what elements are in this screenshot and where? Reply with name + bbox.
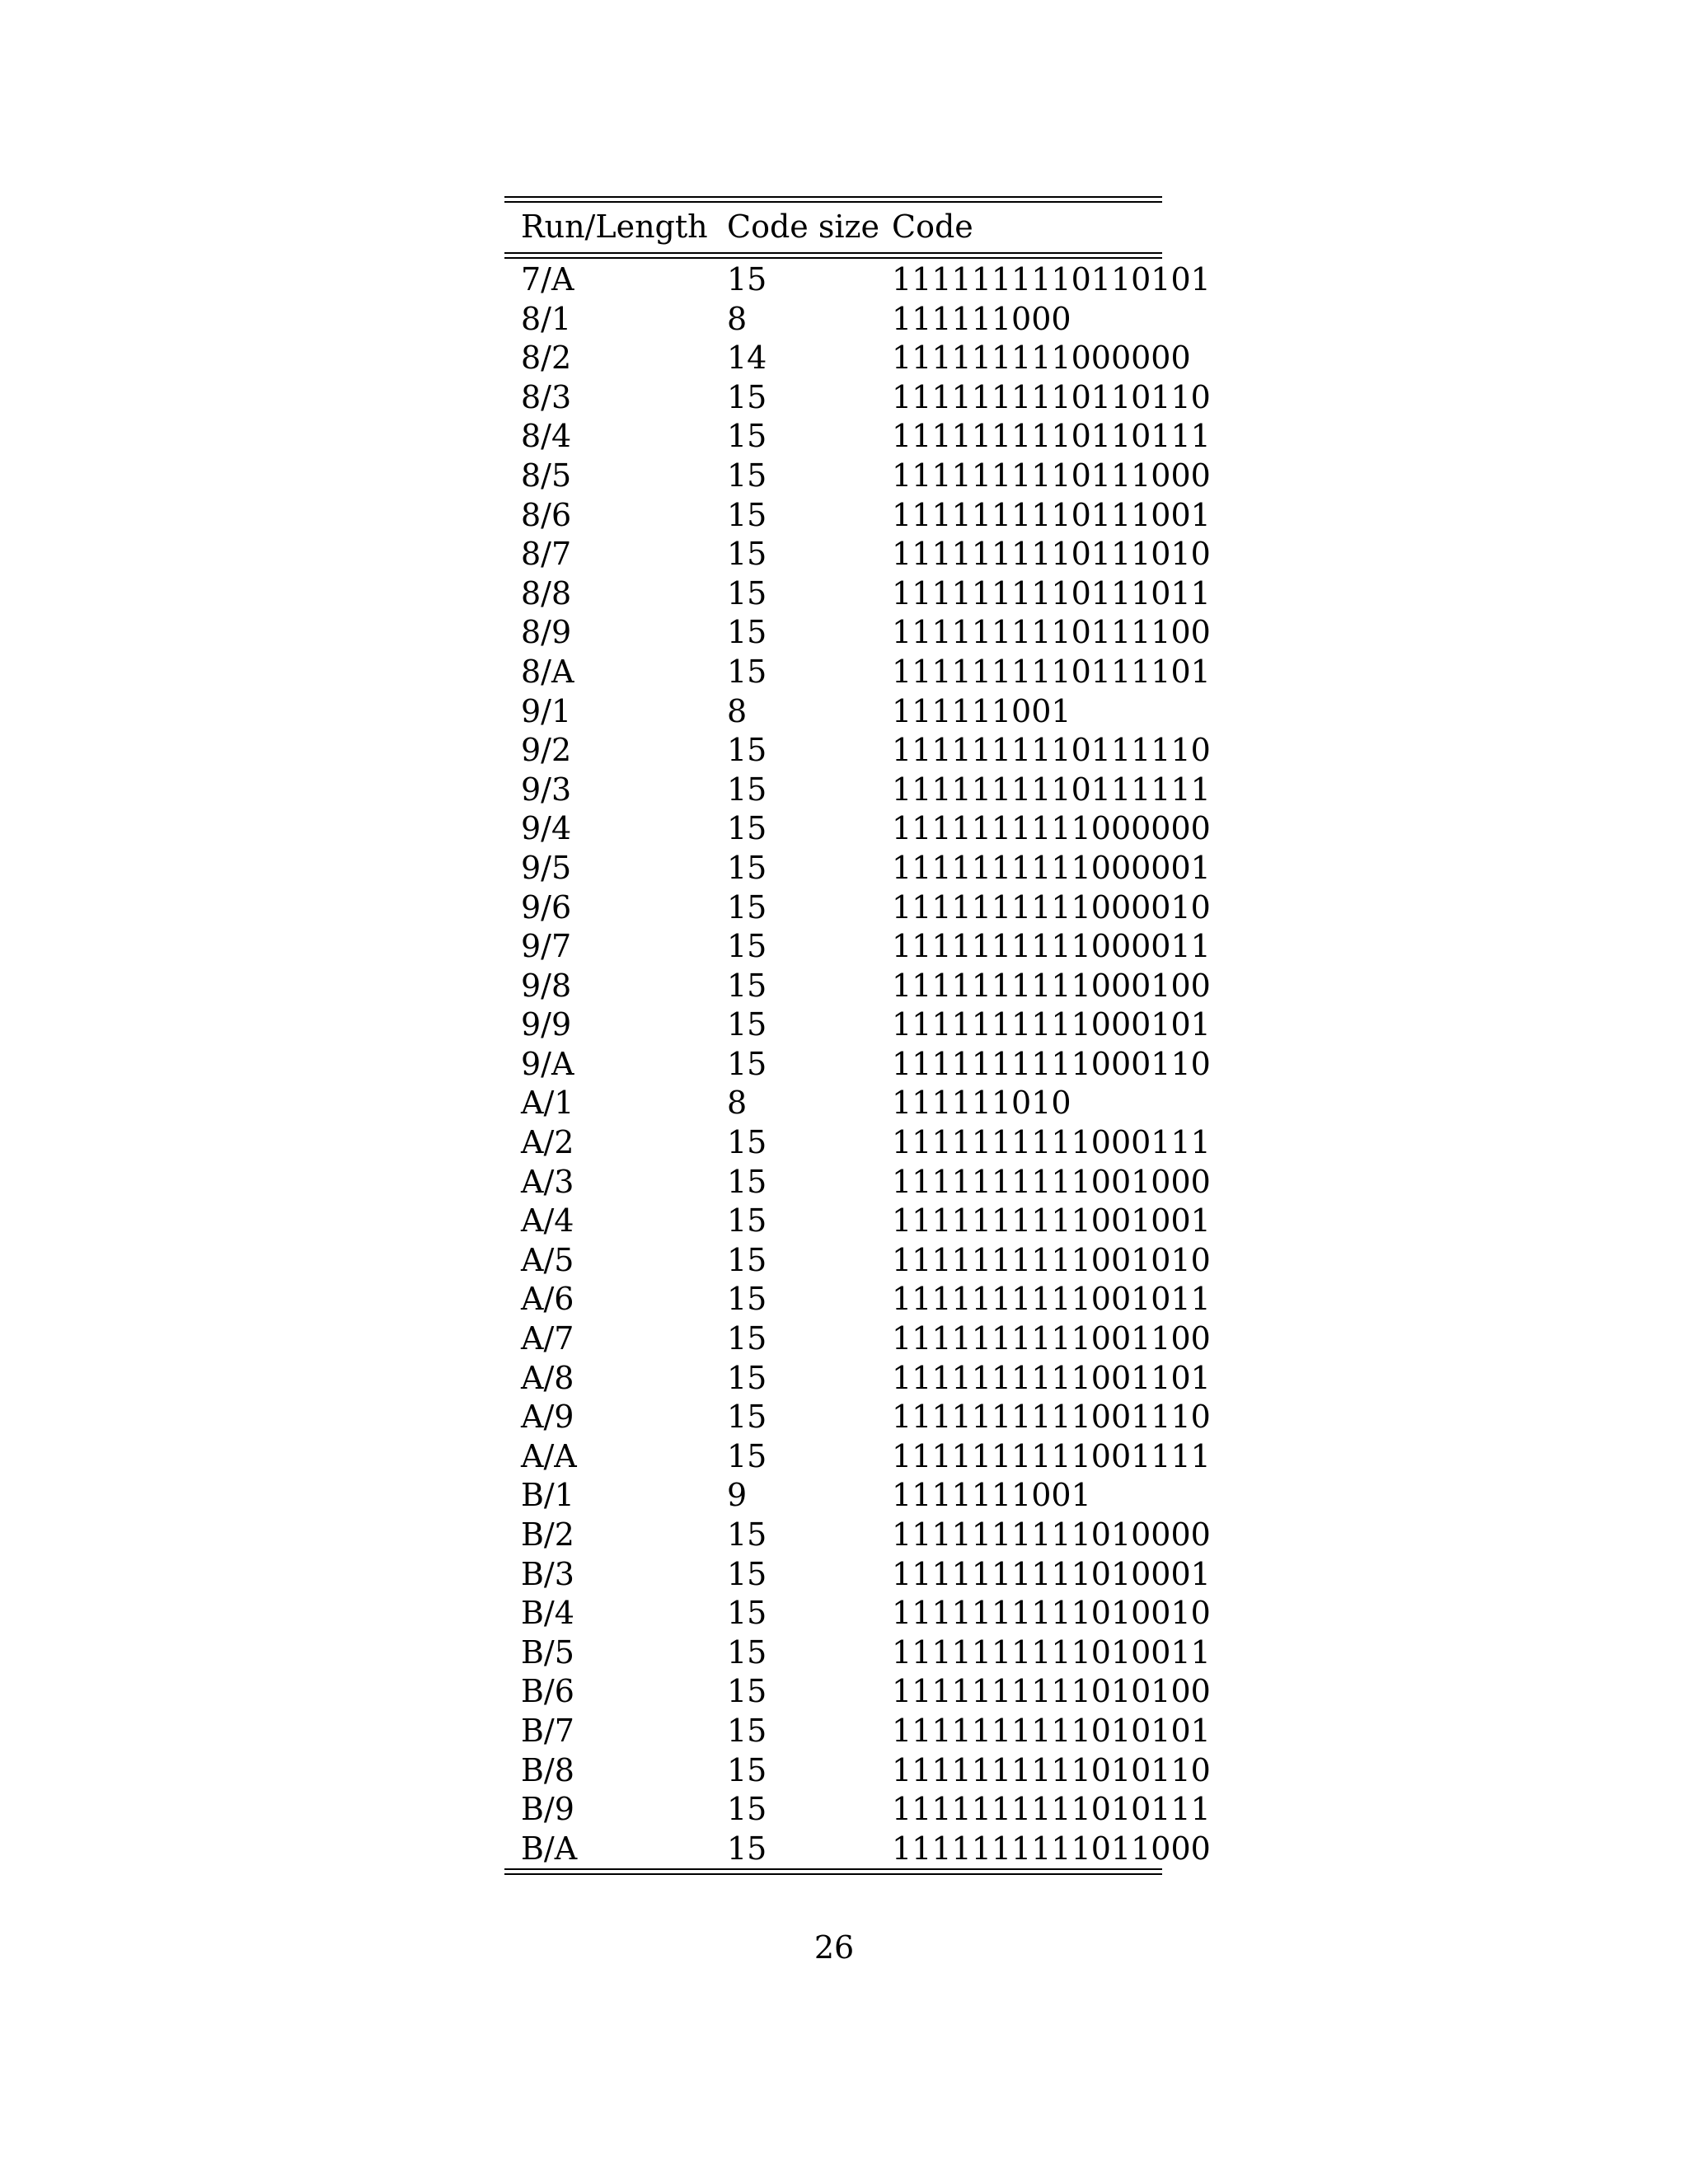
table-row [504,1163,1162,1202]
cell-code: 1111111111001010 [892,1241,1211,1278]
cell-run-length: 9/2 [521,732,572,769]
cell-code: 1111111110111111 [892,771,1211,808]
table-row [504,378,1162,418]
cell-code-size: 15 [727,771,767,808]
cell-code: 1111111111010000 [892,1516,1211,1553]
table-row [504,574,1162,614]
table-row [504,496,1162,536]
cell-run-length: B/6 [521,1673,574,1710]
cell-run-length: 9/8 [521,967,572,1004]
table-row [504,771,1162,810]
cell-code: 1111111111001011 [892,1281,1211,1318]
cell-code-size: 15 [727,418,767,455]
header-code: Code [892,209,973,245]
cell-code: 1111111111001110 [892,1399,1211,1436]
cell-run-length: A/4 [521,1202,574,1240]
cell-run-length: 9/6 [521,888,572,926]
cell-code-size: 15 [727,1751,767,1788]
cell-code: 1111111110111110 [892,732,1211,769]
table-row [504,1123,1162,1163]
table-row [504,1830,1162,1869]
table-row [504,809,1162,849]
table-row [504,1437,1162,1477]
table-row [504,1202,1162,1241]
cell-run-length: B/A [521,1830,578,1867]
table-row [504,1594,1162,1633]
table-row [504,300,1162,340]
table-row [504,1790,1162,1830]
table-row [504,1084,1162,1123]
cell-code: 1111111111010111 [892,1791,1211,1828]
table-row [504,1241,1162,1281]
cell-run-length: 9/5 [521,849,572,886]
cell-code-size: 15 [727,1163,767,1200]
cell-code: 1111111111000010 [892,888,1211,926]
cell-code-size: 8 [727,692,748,729]
cell-code-size: 8 [727,300,748,337]
cell-code-size: 15 [727,496,767,533]
table-row [504,1476,1162,1516]
table-row [504,967,1162,1006]
cell-code-size: 15 [727,378,767,415]
cell-run-length: B/7 [521,1712,574,1749]
table-row [504,1516,1162,1555]
cell-run-length: 8/1 [521,300,572,337]
cell-run-length: B/8 [521,1751,574,1788]
code-table [504,203,1211,1868]
cell-code: 111111010 [892,1085,1071,1122]
cell-code-size: 15 [727,1202,767,1240]
table-top-rule [504,196,1162,203]
cell-code-size: 15 [727,888,767,926]
cell-code: 1111111111000111 [892,1124,1211,1161]
cell-code-size: 15 [727,1399,767,1436]
cell-code-size: 15 [727,1241,767,1278]
table-row [504,1633,1162,1673]
cell-code: 1111111111000100 [892,967,1211,1004]
table-row [504,259,1162,300]
cell-run-length: B/4 [521,1595,574,1632]
cell-code: 1111111110111100 [892,614,1211,651]
table-bottom-rule [504,1868,1162,1875]
cell-run-length: A/5 [521,1241,574,1278]
header-run-length: Run/Length [521,209,708,245]
cell-code: 1111111111010100 [892,1673,1211,1710]
cell-code: 111111001 [892,692,1071,729]
table-row [504,731,1162,771]
cell-run-length: 9/3 [521,771,572,808]
cell-code: 1111111111010011 [892,1633,1211,1671]
cell-code: 1111111111000001 [892,849,1211,886]
cell-run-length: 9/A [521,1045,574,1082]
table-row [504,339,1162,378]
cell-code: 1111111110111000 [892,457,1211,494]
table-row [504,849,1162,888]
cell-code: 1111111110110101 [892,261,1211,298]
table-row [504,1712,1162,1751]
table-body [504,259,1211,1868]
table-row [504,1359,1162,1399]
cell-run-length: 9/7 [521,928,572,965]
cell-run-length: 8/6 [521,496,572,533]
cell-run-length: 9/1 [521,692,572,729]
cell-run-length: A/8 [521,1359,574,1396]
cell-run-length: B/3 [521,1555,574,1592]
page-number: 26 [814,1929,855,1966]
cell-run-length: A/2 [521,1124,574,1161]
table-row [504,457,1162,496]
table-row [504,1319,1162,1359]
cell-code: 1111111001 [892,1477,1091,1514]
cell-code-size: 15 [727,536,767,573]
cell-code-size: 15 [727,1437,767,1474]
cell-run-length: A/9 [521,1399,574,1436]
table-header-row [504,203,1162,251]
cell-code-size: 15 [727,1359,767,1396]
cell-code-size: 15 [727,1595,767,1632]
cell-run-length: B/2 [521,1516,574,1553]
cell-run-length: B/5 [521,1633,574,1671]
cell-code-size: 8 [727,1085,748,1122]
cell-run-length: 8/9 [521,614,572,651]
table-row [504,613,1162,653]
cell-code-size: 14 [727,340,767,377]
header-rule-cell [504,251,1162,259]
cell-run-length: 8/8 [521,574,572,612]
cell-code-size: 15 [727,1673,767,1710]
cell-code-size: 9 [727,1477,748,1514]
cell-run-length: 8/2 [521,340,572,377]
cell-code-size: 15 [727,1320,767,1357]
table-row [504,1672,1162,1712]
cell-code-size: 15 [727,1045,767,1082]
cell-code-size: 15 [727,261,767,298]
cell-code: 1111111110111001 [892,496,1211,533]
cell-code: 1111111110110111 [892,418,1211,455]
cell-run-length: 8/5 [521,457,572,494]
cell-code-size: 15 [727,732,767,769]
table-row [504,1751,1162,1791]
table-row [504,1005,1162,1045]
cell-run-length: 9/9 [521,1006,572,1043]
table-row [504,888,1162,928]
cell-run-length: B/9 [521,1791,574,1828]
cell-code-size: 15 [727,574,767,612]
cell-code: 1111111111010110 [892,1751,1211,1788]
cell-run-length: 8/3 [521,378,572,415]
huffman-code-table [504,196,1211,1875]
cell-code-size: 15 [727,1281,767,1318]
table-row [504,653,1162,692]
cell-code: 1111111111010010 [892,1595,1211,1632]
cell-code-size: 15 [727,614,767,651]
cell-code-size: 15 [727,967,767,1004]
table-row [504,692,1162,732]
cell-run-length: 8/4 [521,418,572,455]
cell-run-length: 9/4 [521,810,572,847]
table-row [504,417,1162,457]
header-rule-row [504,251,1162,259]
cell-code: 1111111110110110 [892,378,1211,415]
cell-code-size: 15 [727,810,767,847]
cell-code: 1111111111000000 [892,810,1211,847]
table-row [504,1398,1162,1437]
cell-run-length: A/7 [521,1320,574,1357]
table-row [504,1555,1162,1595]
cell-code-size: 15 [727,1006,767,1043]
cell-run-length: 8/7 [521,536,572,573]
table-row [504,1045,1162,1085]
cell-code-size: 15 [727,1830,767,1867]
cell-code: 1111111111011000 [892,1830,1211,1867]
cell-code: 1111111111000110 [892,1045,1211,1082]
cell-run-length: A/1 [521,1085,574,1122]
cell-code-size: 15 [727,849,767,886]
cell-code-size: 15 [727,1555,767,1592]
cell-code-size: 15 [727,1124,767,1161]
cell-code: 111111000 [892,300,1071,337]
cell-code: 1111111111010101 [892,1712,1211,1749]
cell-code-size: 15 [727,1516,767,1553]
cell-run-length: 8/A [521,653,574,690]
cell-run-length: A/6 [521,1281,574,1318]
cell-code: 1111111111000011 [892,928,1211,965]
table-row [504,927,1162,967]
cell-code: 1111111110111011 [892,574,1211,612]
cell-code: 1111111111001000 [892,1163,1211,1200]
cell-code: 1111111111010001 [892,1555,1211,1592]
cell-code-size: 15 [727,1633,767,1671]
cell-code: 111111111000000 [892,340,1191,377]
cell-code: 1111111111000101 [892,1006,1211,1043]
cell-run-length: A/3 [521,1163,574,1200]
table-row [504,535,1162,574]
header-code-size: Code size [727,209,880,245]
cell-code-size: 15 [727,1791,767,1828]
cell-code: 1111111110111101 [892,653,1211,690]
cell-run-length: A/A [521,1437,577,1474]
cell-code: 1111111111001111 [892,1437,1211,1474]
cell-code-size: 15 [727,653,767,690]
cell-run-length: 7/A [521,261,574,298]
cell-code: 1111111110111010 [892,536,1211,573]
cell-code: 1111111111001100 [892,1320,1211,1357]
cell-code-size: 15 [727,457,767,494]
cell-code: 1111111111001101 [892,1359,1211,1396]
cell-code: 1111111111001001 [892,1202,1211,1240]
cell-run-length: B/1 [521,1477,574,1514]
cell-code-size: 15 [727,928,767,965]
cell-code-size: 15 [727,1712,767,1749]
header-rule [504,252,1162,259]
table-row [504,1280,1162,1319]
